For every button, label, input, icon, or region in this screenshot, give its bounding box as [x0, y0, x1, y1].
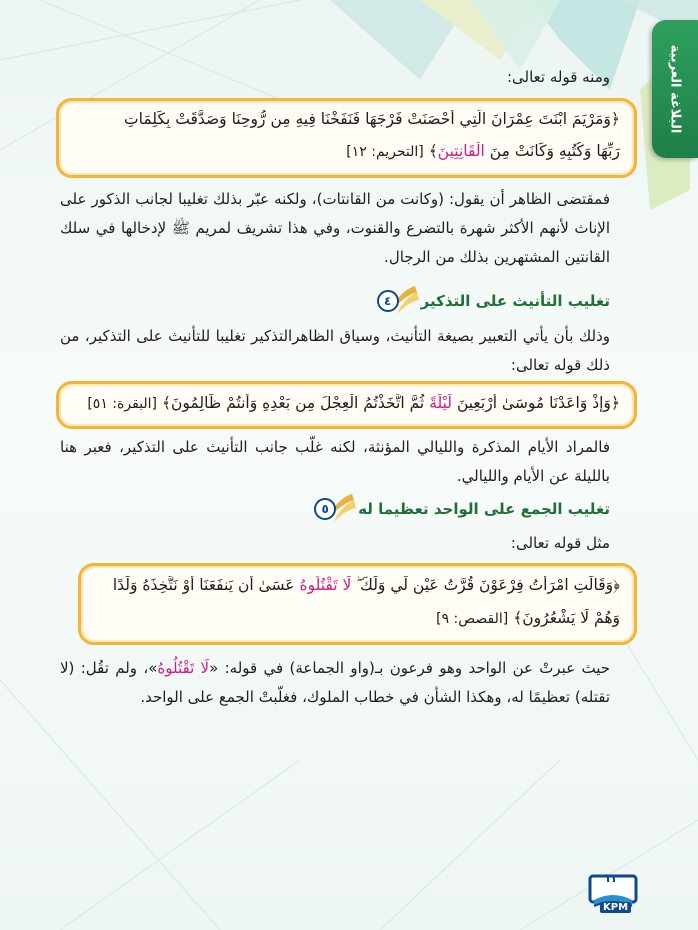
paragraph-4 — [60, 654, 610, 712]
verse-1-line-2-end: ﴾ — [428, 142, 438, 160]
verse-2-line — [73, 394, 620, 412]
paragraph-4-highlight: لَا تَقْتُلُوهُ — [157, 659, 210, 677]
side-tab-label: البلاغة العربية — [667, 44, 683, 134]
verse-3-reference: [القصص: ٩] — [436, 611, 509, 627]
publisher-logo-text: KPM — [600, 902, 631, 913]
paragraph-2: وذلك بأن يأتي التعبير بصيغة التأنيث، وسياق الظاهرالتذكير تغليبا للتأنيث على التذكير، من ذلك قوله تعالى: — [60, 327, 610, 374]
section-heading-5 — [314, 498, 610, 520]
verse-3-text-a: ﴿وَقَالَتِ امْرَأَتُ فِرْعَوْنَ قُرَّتُ عَيْنٍ لِّي وَلَكَ ۖ — [351, 576, 620, 594]
verse-2-highlight: لَيْلَةً — [429, 394, 453, 412]
paragraph-4-text-a: حيث عبرتْ عن الواحد وهو فرعون بـ(واو الجماعة) في قوله: « — [209, 659, 611, 677]
section-title-5: تغليب الجمع على الواحد تعظيما له — [358, 500, 610, 518]
verse-2-text-a: ﴿وَإِذْ وَاعَدْنَا مُوسَىٰ أَرْبَعِينَ — [452, 394, 620, 412]
verse-3-text-b: عَسَىٰ أَن يَنفَعَنَا أَوْ نَتَّخِذَهُ وَلَدًا — [112, 576, 300, 594]
section-number-badge-4 — [377, 290, 413, 312]
paragraph-4-text-b: »، ولم تقُل: (لا تقتله) تعظيمًا له، وهكذا الشأن في خطاب الملوك، فغلّبتْ الجمع على الواحد. — [60, 659, 610, 706]
section-number-badge-5 — [314, 498, 350, 520]
paragraph-1: فمقتضى الظاهر أن يقول: (وكانت من القانتات)، ولكنه عبّر بذلك تغليبا لجانب الذكور على الإناث لأنهم الأكثر شهرة بالتضرع والقنوت، وفي هذا تشريف لمريم ﷺ لإدخالها في سلك القانتين المشتهرين بذلك من الرجال. — [60, 190, 610, 266]
intro-line-1: ومنه قوله تعالى: — [506, 68, 610, 86]
verse-frame-2 — [56, 381, 637, 429]
page-number: ١٢ — [604, 871, 619, 885]
verse-1-highlight: الْقَانِتِينَ — [437, 142, 485, 160]
section-number-4: ٤ — [377, 290, 399, 312]
verse-1-line-2-text: رَبِّهَا وَكُتُبِهِ وَكَانَتْ مِنَ — [484, 142, 620, 160]
paragraph-3: فالمراد الأيام المذكرة والليالي المؤنثة، لكنه غلّب جانب التأنيث على التذكير، فعبر هنا بالليلة عن الأيام والليالي. — [60, 438, 610, 485]
intro-line-2: مثل قوله تعالى: — [510, 534, 610, 552]
verse-2-text-b: ثُمَّ اتَّخَذْتُمُ الْعِجْلَ مِن بَعْدِهِ وَأَنتُمْ ظَالِمُونَ﴾ — [161, 394, 430, 412]
chapter-side-tab — [652, 20, 698, 158]
verse-frame-1 — [56, 98, 637, 178]
verse-3-line-2 — [95, 609, 620, 627]
section-heading-4 — [377, 290, 610, 312]
verse-1-line-2 — [73, 142, 620, 160]
verse-1-line-1: ﴿وَمَرْيَمَ ابْنَتَ عِمْرَانَ الَّتِي أَحْصَنَتْ فَرْجَهَا فَنَفَخْنَا فِيهِ مِن رُّوحِنَا وَصَدَّقَتْ بِكَلِمَاتِ — [124, 110, 620, 128]
section-title-4: تغليب التأنيث على التذكير — [420, 292, 610, 310]
verse-3-line-2-text: وَهُمْ لَا يَشْعُرُونَ﴾ — [513, 609, 620, 627]
verse-2-reference: [البقرة: ٥١] — [87, 396, 157, 412]
verse-frame-3 — [78, 563, 637, 645]
verse-3-highlight: لَا تَقْتُلُوهُ — [299, 576, 352, 594]
verse-3-line-1 — [95, 576, 620, 595]
verse-1-reference: [التحريم: ١٢] — [346, 144, 424, 160]
section-number-5: ٥ — [314, 498, 336, 520]
